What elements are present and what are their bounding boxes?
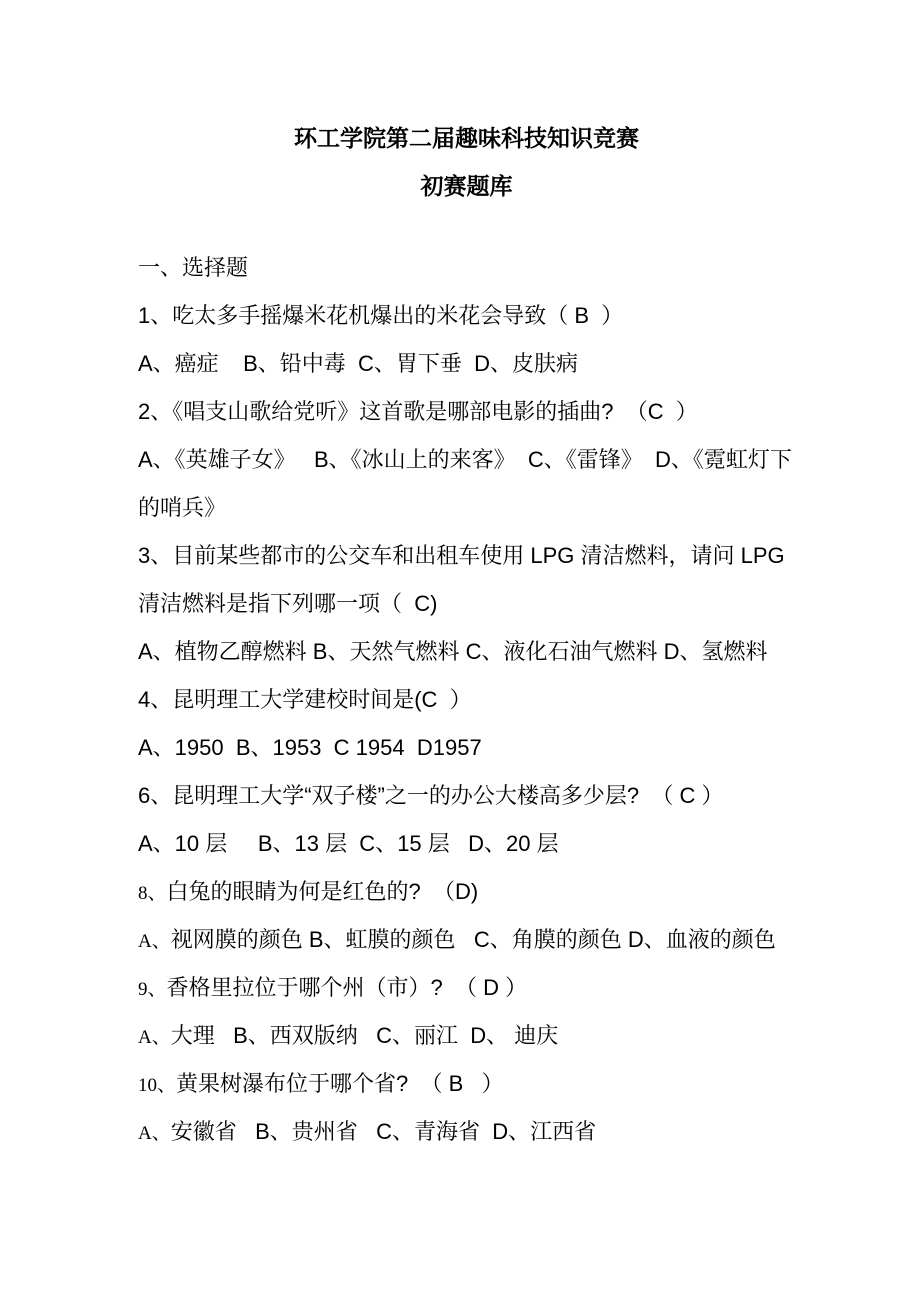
- question-line: [138, 964, 795, 1012]
- question-line: [138, 868, 795, 916]
- option-line: [138, 1108, 795, 1156]
- option-line: [138, 628, 795, 676]
- option-line: [138, 1012, 795, 1060]
- line-text: A、1950 B、1953 C 1954 D1957: [138, 735, 482, 760]
- question-line: [138, 772, 795, 820]
- line-text: A、10 层 B、13 层 C、15 层 D、20 层: [138, 831, 559, 856]
- line-lead: 9、: [138, 979, 167, 1000]
- line-text: 大理 B、西双版纳 C、丽江 D、 迪庆: [170, 1023, 559, 1048]
- line-text: A、《英雄子女》 B、《冰山上的来客》 C、《雷锋》 D、《霓虹灯下: [138, 447, 792, 472]
- document-subtitle: 初赛题库: [420, 173, 513, 199]
- line-text: 4、昆明理工大学建校时间是(C ）: [138, 687, 472, 712]
- line-text: 3、目前某些都市的公交车和出租车使用 LPG 清洁燃料，请问 LPG: [138, 543, 785, 568]
- question-line: [138, 292, 795, 340]
- option-line: [138, 340, 795, 388]
- line-lead: A、: [138, 1027, 171, 1048]
- line-text: 安徽省 B、贵州省 C、青海省 D、江西省: [170, 1119, 597, 1144]
- document-title: 环工学院第二届趣味科技知识竞赛: [294, 125, 639, 151]
- question-line: [138, 676, 795, 724]
- line-lead: A、: [138, 1123, 171, 1144]
- line-lead: A、: [138, 931, 171, 952]
- line-text: 2、《唱支山歌给党听》这首歌是哪部电影的插曲? （C ）: [138, 399, 698, 424]
- line-text: 清洁燃料是指下列哪一项（ C): [138, 591, 438, 616]
- option-line: [138, 916, 795, 964]
- option-line-wrap: [138, 484, 795, 532]
- line-lead: 10、: [138, 1075, 177, 1096]
- line-text: 白兔的眼睛为何是红色的? （D): [166, 879, 479, 904]
- spacer: [138, 210, 795, 244]
- line-text: 的哨兵》: [138, 495, 227, 520]
- line-text: 黄果树瀑布位于哪个省? （ B ）: [176, 1071, 504, 1096]
- line-text: A、植物乙醇燃料 B、天然气燃料 C、液化石油气燃料 D、氢燃料: [138, 639, 768, 664]
- option-line: [138, 436, 795, 484]
- section-heading: 一、选择题: [138, 255, 249, 280]
- line-text: 视网膜的颜色 B、虹膜的颜色 C、角膜的颜色 D、血液的颜色: [170, 927, 776, 952]
- question-line: [138, 532, 795, 580]
- option-line: [138, 820, 795, 868]
- line-text: A、癌症 B、铅中毒 C、胃下垂 D、皮肤病: [138, 351, 579, 376]
- line-text: 1、吃太多手摇爆米花机爆出的米花会导致（ B ）: [138, 303, 624, 328]
- question-line-wrap: [138, 580, 795, 628]
- question-line: [138, 388, 795, 436]
- line-text: 6、昆明理工大学“双子楼”之一的办公大楼高多少层? （ C ）: [138, 783, 724, 808]
- line-text: 香格里拉位于哪个州（市）? （ D ）: [166, 975, 528, 1000]
- line-lead: 8、: [138, 883, 167, 904]
- option-line: [138, 724, 795, 772]
- question-line: [138, 1060, 795, 1108]
